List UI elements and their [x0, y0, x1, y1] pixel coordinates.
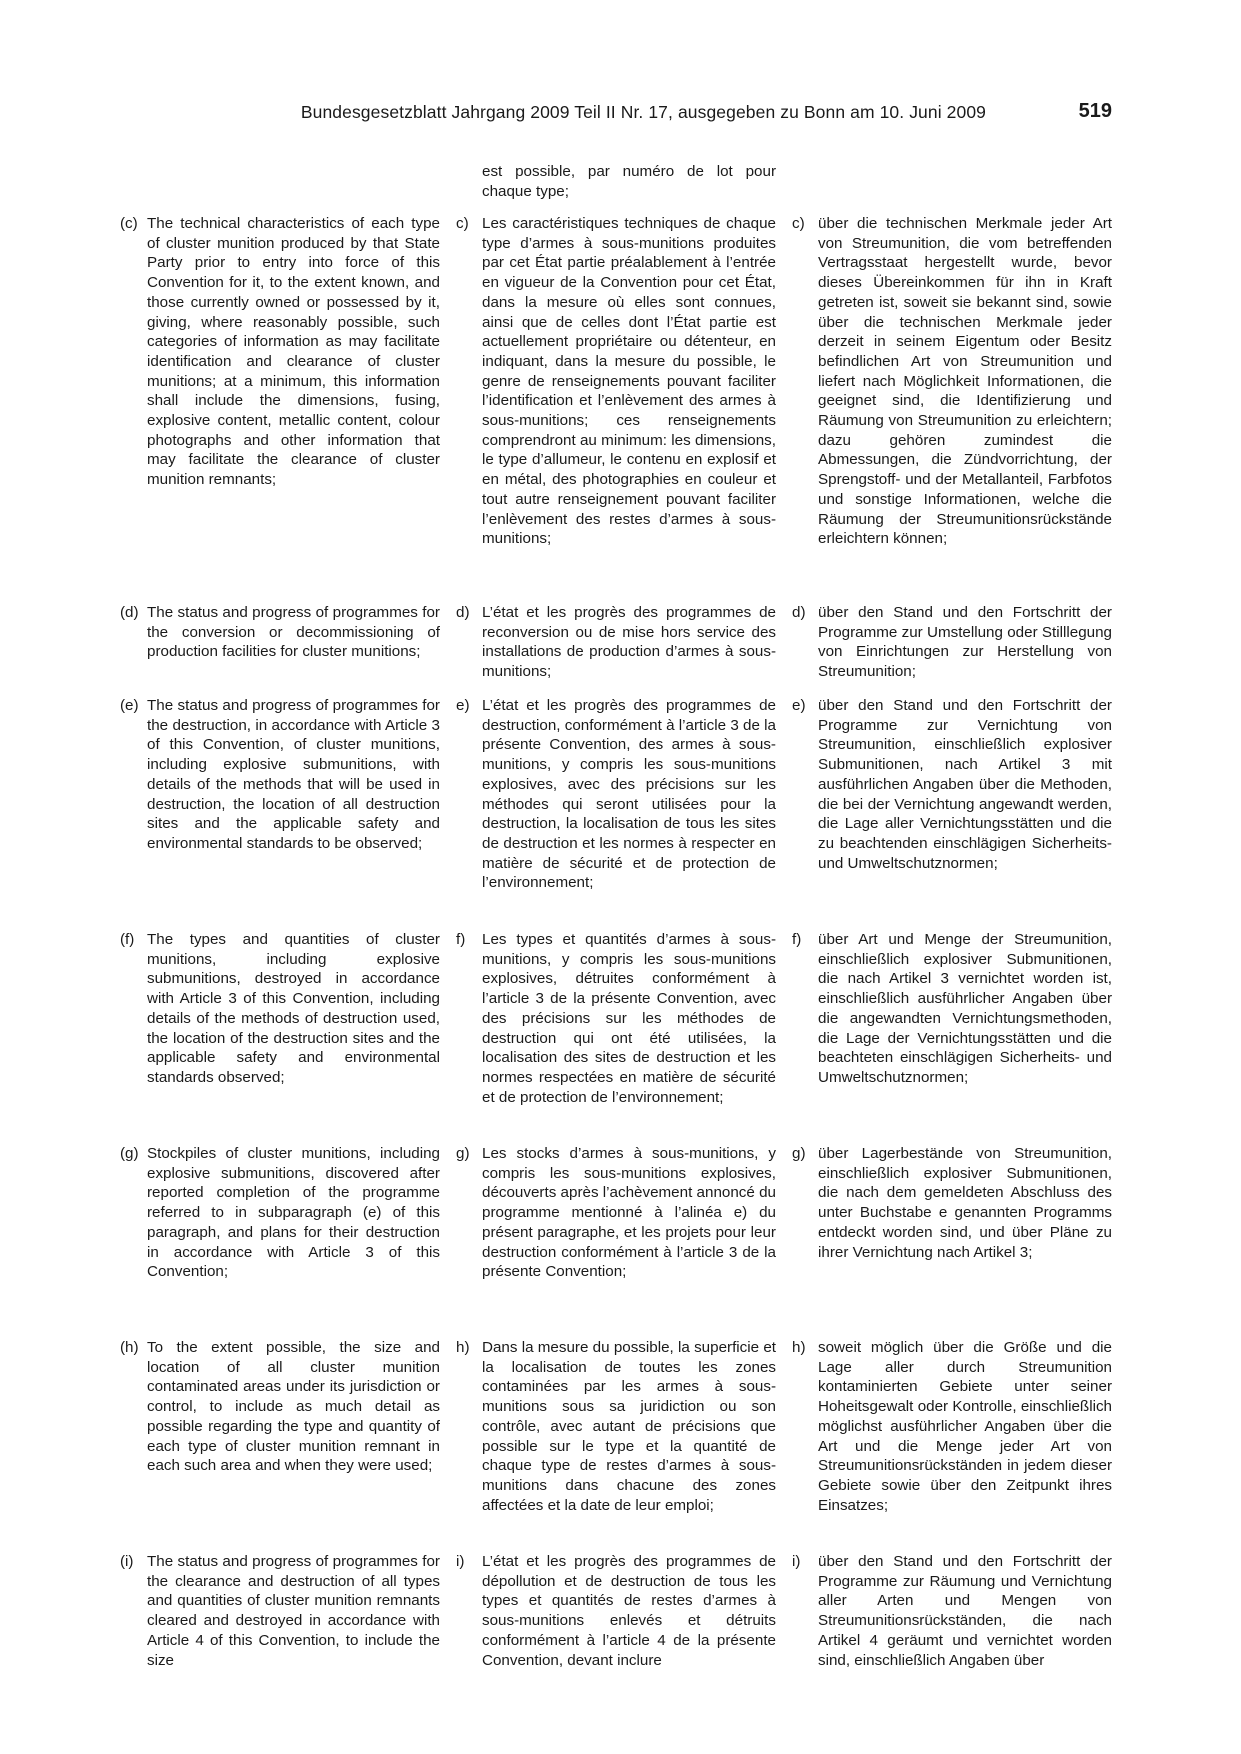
french-item-text: Les types et quantités d’armes à sous-munitions, y compris les sous-munitions explosives, détruites conformément à l’article 3 de la présente Convention, avec des précisions sur les méthodes de destruction qui ont été utilisées, la localisation des sites de destruction et les normes respectées en matière de sécurité et de protection de l’environnement; — [482, 931, 776, 1106]
item-label: h) — [456, 1339, 470, 1356]
english-item-text: The technical characteristics of each type of cluster munition produced by that State Party prior to entry into force of this Convention for it, to the extent known, and those currently owned or possessed by it, giving, where reasonably possible, such categories of information as may facilitate identification and clearance of cluster munitions; at a minimum, this information shall include the dimensions, fusing, explosive content, metallic content, colour photographs and other information that may facilitate the clearance of cluster munition remnants; — [147, 215, 440, 489]
item-label: d) — [456, 604, 470, 621]
item-label: g) — [792, 1145, 806, 1162]
english-item-text: The status and progress of programmes for the clearance and destruction of all types and quantities of cluster munition remnants cleared and destroyed in accordance with Article 4 of this Convention, to include the size — [147, 1553, 440, 1669]
trilingual-text — [120, 162, 1112, 1672]
french-item-i — [456, 1552, 776, 1670]
english-item-text: The status and progress of programmes for the conversion or decommissioning of production facilities for cluster munitions; — [147, 604, 440, 661]
french-item-text: est possible, par numéro de lot pour chaque type; — [482, 163, 776, 200]
german-item-text: über den Stand und den Fortschritt der Programme zur Umstellung oder Stilllegung von Einrichtungen zur Herstellung von Streumunition; — [818, 604, 1112, 681]
item-label: c) — [456, 215, 469, 232]
german-item-text: soweit möglich über die Größe und die Lage aller durch Streumunition kontaminierten Gebiete unter seiner Hoheitsgewalt oder Kontrolle, einschließlich möglichst ausführlicher Angaben über die Art und die Menge jeder Art von Streumunitionsrückständen in jedem dieser Gebiete sowie über den Zeitpunkt ihres Einsatzes; — [818, 1339, 1112, 1514]
german-item-text: über die technischen Merkmale jeder Art von Streumunition, die vom betreffenden Vertragsstaat hergestellt wurde, bevor dieses Übereinkommen für ihn in Kraft getreten ist, soweit sie bekannt sind, sowie über die technischen Merkmale jeder derzeit in seinem Eigentum oder Besitz befindlichen Art von Streumunition und liefert nach Möglichkeit Informationen, die geeignet sind, die Identifizierung und Räumung von Streumunition zu erleichtern; dazu gehören zumindest die Abmessungen, die Zündvorrichtung, der Sprengstoff- und der Metallanteil, Farbfotos und sonstige Informationen, welche die Räumung der Streumunitionsrückstände erleichtern können; — [818, 215, 1112, 548]
english-item-h — [120, 1338, 440, 1476]
french-item-text: Les stocks d’armes à sous-munitions, y compris les sous-munitions explosives, découverts après l’achèvement annoncé du programme mentionné à l’alinéa e) du présent paragraphe, et les projets pour leur destruction conformément à l’article 3 de la présente Convention; — [482, 1145, 776, 1281]
german-item-text: über Lagerbestände von Streumunition, einschließlich explosiver Submunitionen, die nach dem gemeldeten Abschluss des unter Buchstabe e genannten Programms entdeckt worden sind, und über Pläne zu ihrer Vernichtung nach Artikel 3; — [818, 1145, 1112, 1261]
row-item-c — [120, 214, 1112, 603]
item-label: i) — [792, 1553, 801, 1570]
row-item-i — [120, 1552, 1112, 1672]
french-item-h — [456, 1338, 776, 1515]
row-item-h — [120, 1338, 1112, 1552]
german-item-i — [792, 1552, 1112, 1670]
english-item-c — [120, 214, 440, 490]
item-label: (i) — [120, 1553, 134, 1570]
german-item-d — [792, 603, 1112, 682]
item-label: c) — [792, 215, 805, 232]
row-item-g — [120, 1144, 1112, 1338]
french-column-item — [456, 162, 776, 201]
german-item-e — [792, 696, 1112, 873]
row-continuation — [120, 162, 1112, 214]
item-label: g) — [456, 1145, 470, 1162]
header-title: Bundesgesetzblatt Jahrgang 2009 Teil II Nr. 17, ausgegeben zu Bonn am 10. Juni 2009 — [300, 102, 986, 122]
english-item-g — [120, 1144, 440, 1282]
french-item-text: Dans la mesure du possible, la superficie et la localisation de toutes les zones contaminées par les armes à sous-munitions sous sa juridiction ou son contrôle, avec autant de précisions que possible sur le type et la quantité de chaque type de restes d’armes à sous-munitions dans chacune des zones affectées et la date de leur emploi; — [482, 1339, 776, 1514]
french-item-text: L’état et les progrès des programmes de destruction, conformément à l’article 3 de la présente Convention, des armes à sous-munitions, y compris les sous-munitions explosives, avec des précisions sur les méthodes qui seront utilisées pour la destruction, la localisation de tous les sites de destruction et les normes à respecter en matière de sécurité et de protection de l’environnement; — [482, 697, 776, 892]
french-item-text: L’état et les progrès des programmes de dépollution et de destruction de tous les types et quantités de restes d’armes à sous-munitions enlevés et détruits conformément à l’article 4 de la présente Convention, devant inclure — [482, 1553, 776, 1669]
french-item-text: L’état et les progrès des programmes de reconversion ou de mise hors service des installations de production d’armes à sous-munitions; — [482, 604, 776, 681]
item-label: (h) — [120, 1339, 139, 1356]
page-header — [120, 102, 1112, 130]
english-item-text: The status and progress of programmes for the destruction, in accordance with Article 3 of this Convention, of cluster munitions, including explosive submunitions, with details of the methods that will be used in destruction, the location of all destruction sites and the applicable safety and environmental standards to be observed; — [147, 697, 440, 852]
english-item-e — [120, 696, 440, 854]
english-item-f — [120, 930, 440, 1088]
english-item-d — [120, 603, 440, 662]
french-item-text: Les caractéristiques techniques de chaque type d’armes à sous-munitions produites par cet État partie préalablement à l’entrée en vigueur de la Convention pour cet État, dans la mesure où elles sont connues, ainsi que de celles dont l’État partie est actuellement propriétaire ou détenteur, en indiquant, dans la mesure du possible, le genre de renseignements pouvant faciliter l’identification et l’enlèvement des armes à sous-munitions; ces renseignements comprendront au minimum: les dimensions, le type d’allumeur, le contenu en explosif et en métal, des photographies en couleur et tout autre renseignement pouvant faciliter l’enlèvement des restes d’armes à sous-munitions; — [482, 215, 776, 548]
row-item-f — [120, 930, 1112, 1144]
french-item-e — [456, 696, 776, 893]
french-item-d — [456, 603, 776, 682]
item-label: (e) — [120, 697, 139, 714]
row-item-d — [120, 603, 1112, 696]
german-item-text: über den Stand und den Fortschritt der Programme zur Räumung und Vernichtung aller Arten und Mengen von Streumunitionsrückständen, die nach Artikel 4 geräumt und vernichtet worden sind, einschließlich Angaben über — [818, 1553, 1112, 1669]
row-item-e — [120, 696, 1112, 930]
english-item-i — [120, 1552, 440, 1670]
german-item-g — [792, 1144, 1112, 1262]
item-label: (g) — [120, 1145, 139, 1162]
item-label: (f) — [120, 931, 135, 948]
german-item-f — [792, 930, 1112, 1088]
french-item-g — [456, 1144, 776, 1282]
item-label: f) — [792, 931, 802, 948]
english-item-text: To the extent possible, the size and location of all cluster munition contaminated areas under its jurisdiction or control, to include as much detail as possible regarding the type and quantity of each type of cluster munition remnant in each such area and when they were used; — [147, 1339, 440, 1475]
item-label: d) — [792, 604, 806, 621]
item-label: h) — [792, 1339, 806, 1356]
english-item-text: Stockpiles of cluster munitions, including explosive submunitions, discovered after reported completion of the programme referred to in subparagraph (e) of this paragraph, and plans for their destruction in accordance with Article 3 of this Convention; — [147, 1145, 440, 1281]
english-item-text: The types and quantities of cluster munitions, including explosive submunitions, destroyed in accordance with Article 3 of this Convention, including details of the methods of destruction used, the location of the destruction sites and the applicable safety and environmental standards observed; — [147, 931, 440, 1086]
german-item-h — [792, 1338, 1112, 1515]
item-label: f) — [456, 931, 466, 948]
item-label: (c) — [120, 215, 138, 232]
item-label: e) — [456, 697, 470, 714]
page-number: 519 — [1078, 100, 1112, 122]
item-label: i) — [456, 1553, 465, 1570]
german-item-text: über den Stand und den Fortschritt der Programme zur Vernichtung von Streumunition, einschließlich explosiver Submunitionen, nach Artikel 3 mit ausführlichen Angaben über die Methoden, die bei der Vernichtung angewandt werden, die Lage aller Vernichtungsstätten und die zu beachtenden einschlägigen Sicherheits- und Umweltschutznormen; — [818, 697, 1112, 872]
item-label: (d) — [120, 604, 139, 621]
german-item-text: über Art und Menge der Streumunition, einschließlich explosiver Submunitionen, die nach Artikel 3 vernichtet worden ist, einschließlich ausführlicher Angaben über die angewandten Vernichtungsmethoden, die Lage der Vernichtungsstätten und die beachteten einschlägigen Sicherheits- und Umweltschutznormen; — [818, 931, 1112, 1086]
item-label: e) — [792, 697, 806, 714]
french-item-c — [456, 214, 776, 549]
french-item-f — [456, 930, 776, 1107]
german-item-c — [792, 214, 1112, 549]
